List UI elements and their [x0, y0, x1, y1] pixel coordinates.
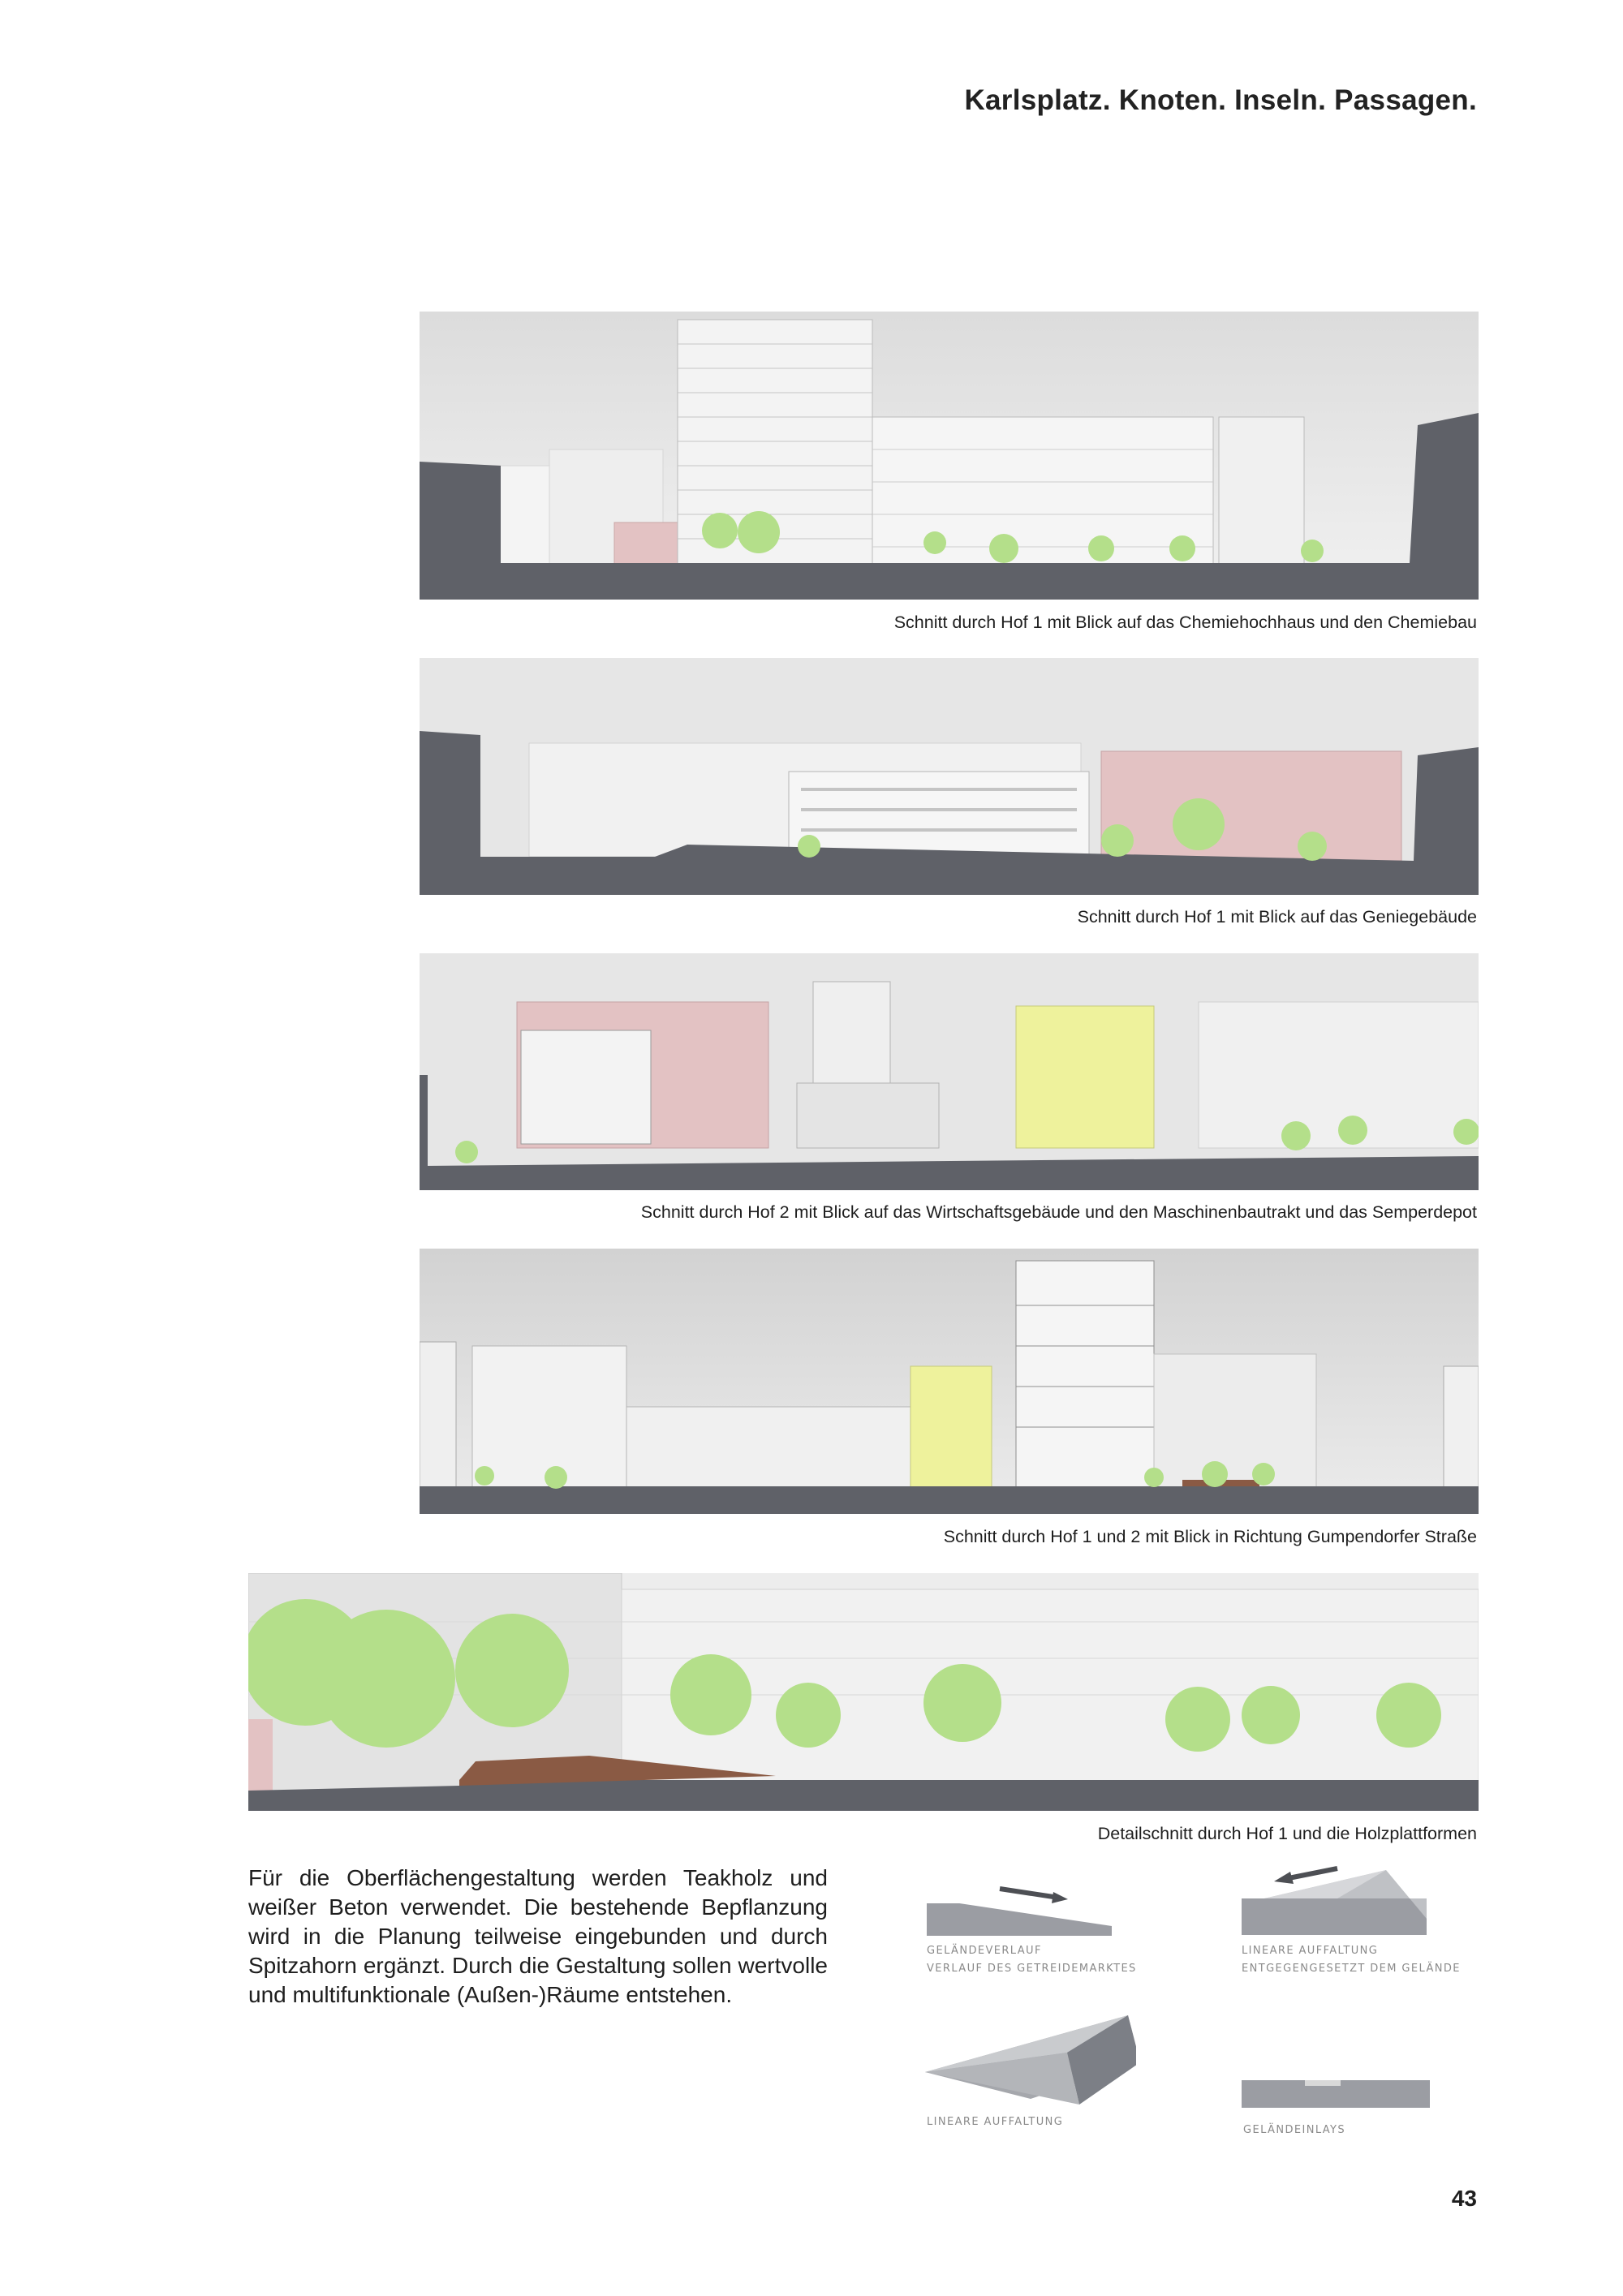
page-number: 43 — [1451, 2186, 1477, 2211]
diagram-label: VERLAUF DES GETREIDEMARKTES — [927, 1963, 1137, 1975]
page-header-title: Karlsplatz. Knoten. Inseln. Passagen. — [964, 84, 1477, 116]
section-drawing-hof1-genie — [420, 658, 1479, 895]
terrain-slope-icon — [925, 1881, 1120, 1937]
folded-plane-icon — [1240, 1862, 1435, 1939]
body-paragraph: Für die Oberflächengestaltung werden Teakholz und weißer Beton verwendet. Die bestehende Bepflanzung wird in die Planung teilweise eingebunden und durch Spitzahorn ergänzt. Durch die Gestaltung sollen wertvolle und multifunktionale (Außen-)Räume entstehen. — [248, 1865, 828, 2007]
diagram-gelaendeverlauf — [925, 1881, 1120, 1937]
diagram-label: GELÄNDEINLAYS — [1243, 2124, 1346, 2136]
section-caption: Schnitt durch Hof 1 und 2 mit Blick in Richtung Gumpendorfer Straße — [943, 1527, 1477, 1546]
section-drawing-detail-holzplattformen — [248, 1573, 1479, 1811]
section-drawing-hof1-2-gumpendorfer — [420, 1249, 1479, 1514]
section-drawing-hof1-chemie — [420, 312, 1479, 600]
diagram-gelaendeinlays — [1242, 2077, 1436, 2109]
terrain-inlay-icon — [1242, 2077, 1436, 2109]
diagram-lineare-auffaltung-3d — [925, 2014, 1136, 2111]
section-caption: Schnitt durch Hof 1 mit Blick auf das Geniegebäude — [1077, 907, 1477, 927]
section-caption: Schnitt durch Hof 1 mit Blick auf das Chemiehochhaus und den Chemiebau — [893, 613, 1477, 632]
folded-volume-icon — [925, 2014, 1136, 2111]
section-caption: Schnitt durch Hof 2 mit Blick auf das Wirtschaftsgebäude und den Maschinenbautrakt und das Semperdepot — [640, 1202, 1477, 1222]
diagram-lineare-auffaltung-entgegengesetzt — [1240, 1862, 1435, 1939]
diagram-label: LINEARE AUFFALTUNG — [927, 2116, 1064, 2128]
diagram-label: ENTGEGENGESETZT DEM GELÄNDE — [1242, 1963, 1461, 1975]
section-caption: Detailschnitt durch Hof 1 und die Holzplattformen — [1097, 1824, 1477, 1843]
diagram-label: LINEARE AUFFALTUNG — [1242, 1945, 1379, 1957]
diagram-label: GELÄNDEVERLAUF — [927, 1945, 1042, 1957]
section-drawing-hof2-wirtschaft — [420, 953, 1479, 1190]
